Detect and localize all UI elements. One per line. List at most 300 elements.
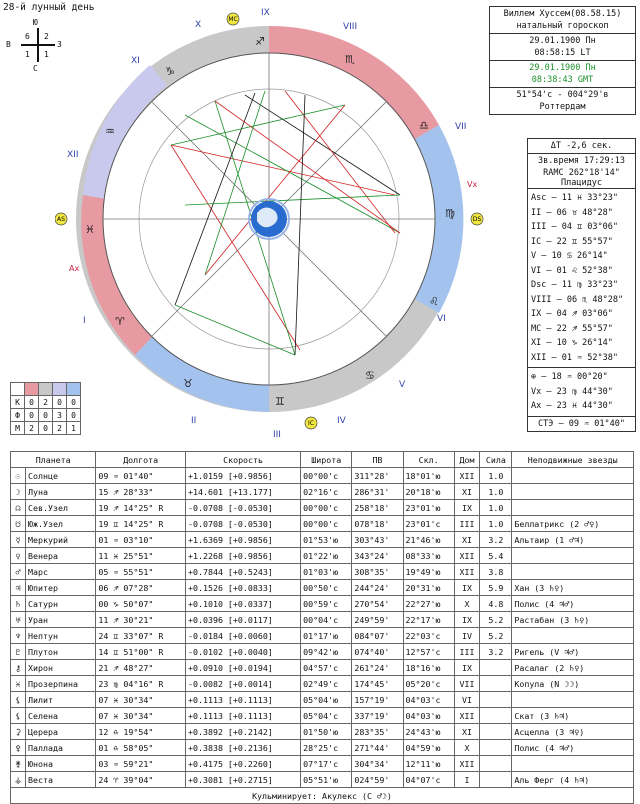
planet-longitude: 19 ♐ 14°25" R bbox=[96, 500, 186, 516]
planet-house: XI bbox=[454, 532, 480, 548]
planet-speed: +0.1113 [+0.1113] bbox=[185, 708, 300, 724]
ax-marker: Ax bbox=[69, 264, 80, 273]
planet-glyph: ⚳ bbox=[11, 724, 26, 740]
table-row bbox=[11, 468, 634, 484]
planet-name: Уран bbox=[26, 612, 96, 628]
planet-fixed-stars bbox=[512, 628, 634, 644]
planet-declination: 24°43'ю bbox=[403, 724, 454, 740]
planet-speed: +0.7844 [+0.5243] bbox=[185, 564, 300, 580]
col-fixed-stars: Неподвижные звезды bbox=[512, 452, 634, 468]
planet-declination: 05°20'с bbox=[403, 676, 454, 692]
planet-speed: +0.3838 [+0.2136] bbox=[185, 740, 300, 756]
house-cusps-panel bbox=[527, 138, 636, 432]
sign-aquarius: ♒ bbox=[105, 125, 115, 138]
planet-longitude: 19 ♊ 14°25" R bbox=[96, 516, 186, 532]
planet-fixed-stars: Альтаир (1 ♂♃) bbox=[512, 532, 634, 548]
planet-latitude: 01°17'ю bbox=[301, 628, 352, 644]
planet-power bbox=[480, 676, 512, 692]
col-power: Сила bbox=[480, 452, 512, 468]
sign-sagittarius: ♐ bbox=[255, 35, 265, 48]
chart-info-box bbox=[489, 6, 636, 115]
planet-house: VII bbox=[454, 676, 480, 692]
planet-speed: +0.0396 [+0.0117] bbox=[185, 612, 300, 628]
planet-speed: +0.3892 [+0.2142] bbox=[185, 724, 300, 740]
planet-declination: 12°57'с bbox=[403, 644, 454, 660]
planet-house: III bbox=[454, 516, 480, 532]
planet-speed: +0.0910 [+0.0194] bbox=[185, 660, 300, 676]
house-label-8: VIII bbox=[343, 22, 358, 32]
planet-speed: +0.1113 [+0.1113] bbox=[185, 692, 300, 708]
planet-longitude: 24 ♈ 39°04" bbox=[96, 772, 186, 788]
planet-pv: 084°07' bbox=[352, 628, 403, 644]
sign-cancer: ♋ bbox=[365, 369, 375, 382]
planet-name: Сатурн bbox=[26, 596, 96, 612]
planet-longitude: 15 ♐ 28°33" bbox=[96, 484, 186, 500]
planet-latitude: 01°22'ю bbox=[301, 548, 352, 564]
ic-marker: IC bbox=[308, 420, 314, 427]
house-cusp-row: IC – 22 ♊ 55°57" bbox=[531, 236, 613, 247]
table-row bbox=[11, 772, 634, 788]
planet-declination: 04°07'с bbox=[403, 772, 454, 788]
planet-declination: 21°46'ю bbox=[403, 532, 454, 548]
planet-house: XI bbox=[454, 484, 480, 500]
planet-speed: -0.0708 [-0.0530] bbox=[185, 500, 300, 516]
planet-house: XII bbox=[454, 708, 480, 724]
planet-declination: 23°01'с bbox=[403, 516, 454, 532]
elements-row bbox=[11, 409, 81, 422]
house-cusp-row: VI – 01 ♌ 52°38" bbox=[531, 265, 613, 276]
house-label-1: I bbox=[83, 316, 86, 326]
planet-house: I bbox=[454, 772, 480, 788]
planet-latitude: 00°00'с bbox=[301, 468, 352, 484]
planet-power: 5.2 bbox=[480, 628, 512, 644]
asc-marker: AS bbox=[57, 216, 65, 223]
col-planet: Планета bbox=[11, 452, 96, 468]
planet-latitude: 01°53'ю bbox=[301, 532, 352, 548]
planet-glyph: ♆ bbox=[11, 628, 26, 644]
planet-declination: 22°03'с bbox=[403, 628, 454, 644]
planet-name: Юнона bbox=[26, 756, 96, 772]
planet-longitude: 11 ♐ 30°21" bbox=[96, 612, 186, 628]
elements-cell: 2 bbox=[53, 422, 67, 435]
sign-aries: ♈ bbox=[115, 315, 125, 328]
planet-fixed-stars: Копула (N ☽☽) bbox=[512, 676, 634, 692]
planet-glyph: ♀ bbox=[11, 548, 26, 564]
planet-fixed-stars: Скат (3 ♄♃) bbox=[512, 708, 634, 724]
planet-name: Церера bbox=[26, 724, 96, 740]
planet-power: 5.4 bbox=[480, 548, 512, 564]
planet-declination: 22°17'ю bbox=[403, 612, 454, 628]
planet-name: Луна bbox=[26, 484, 96, 500]
elements-cell: 0 bbox=[25, 396, 39, 409]
planet-name: Нептун bbox=[26, 628, 96, 644]
planet-power bbox=[480, 708, 512, 724]
planet-longitude: 12 ♎ 19°54" bbox=[96, 724, 186, 740]
table-row bbox=[11, 676, 634, 692]
planet-pv: 270°54' bbox=[352, 596, 403, 612]
table-row bbox=[11, 484, 634, 500]
table-row bbox=[11, 500, 634, 516]
cte-value: СТЭ – 09 ♒ 01°40" bbox=[528, 416, 635, 431]
planet-declination: 04°59'ю bbox=[403, 740, 454, 756]
planet-power: 1.0 bbox=[480, 500, 512, 516]
compass-q-bl: 1 bbox=[25, 50, 30, 59]
planet-latitude: 01°03'ю bbox=[301, 564, 352, 580]
natal-chart-wheel bbox=[55, 5, 495, 445]
table-row bbox=[11, 740, 634, 756]
planet-house: XII bbox=[454, 564, 480, 580]
planet-latitude: 00°04'с bbox=[301, 612, 352, 628]
elements-grid bbox=[10, 382, 81, 435]
planets-table bbox=[10, 451, 634, 804]
house-label-9: IX bbox=[261, 8, 270, 18]
planet-glyph: ♅ bbox=[11, 612, 26, 628]
compass-right: З bbox=[57, 40, 62, 49]
planet-house: XII bbox=[454, 468, 480, 484]
house-cusp-row: Dsc – 11 ♍ 33°23" bbox=[531, 280, 618, 290]
planet-fixed-stars: Аль Ферг (4 ♄♃) bbox=[512, 772, 634, 788]
sign-taurus: ♉ bbox=[183, 377, 193, 390]
table-row bbox=[11, 628, 634, 644]
elements-cell: 2 bbox=[25, 422, 39, 435]
planet-latitude: 00°59'с bbox=[301, 596, 352, 612]
elem-header-fire bbox=[25, 383, 39, 396]
planet-fixed-stars: Беллатрикс (2 ♂♀) bbox=[512, 516, 634, 532]
planet-power bbox=[480, 740, 512, 756]
planet-power: 5.9 bbox=[480, 580, 512, 596]
planet-longitude: 03 ♒ 59°21" bbox=[96, 756, 186, 772]
planet-speed: +0.3081 [+0.2715] bbox=[185, 772, 300, 788]
planet-pv: 271°44' bbox=[352, 740, 403, 756]
local-date: 29.01.1900 Пн bbox=[490, 33, 635, 48]
planet-latitude: 28°25'с bbox=[301, 740, 352, 756]
planet-house: XII bbox=[454, 548, 480, 564]
planet-power: 3.2 bbox=[480, 532, 512, 548]
house-label-4: IV bbox=[337, 416, 346, 426]
sign-leo: ♌ bbox=[429, 295, 439, 308]
house-label-2: II bbox=[191, 416, 197, 426]
compass-widget bbox=[4, 18, 62, 76]
table-row bbox=[11, 692, 634, 708]
planet-longitude: 05 ♒ 55°51" bbox=[96, 564, 186, 580]
col-speed: Скорость bbox=[185, 452, 300, 468]
planet-power bbox=[480, 772, 512, 788]
sign-virgo: ♍ bbox=[445, 207, 455, 220]
planet-name: Хирон bbox=[26, 660, 96, 676]
mc-marker: MC bbox=[228, 16, 238, 23]
planet-name: Селена bbox=[26, 708, 96, 724]
dsc-marker: DS bbox=[472, 216, 482, 223]
elements-cell: 0 bbox=[39, 409, 53, 422]
house-cusp-row: III – 04 ♊ 03°06" bbox=[531, 222, 618, 232]
planet-pv: 283°35' bbox=[352, 724, 403, 740]
house-label-7: VII bbox=[455, 122, 467, 132]
planet-longitude: 14 ♊ 51°00" R bbox=[96, 644, 186, 660]
planet-fixed-stars bbox=[512, 468, 634, 484]
table-row bbox=[11, 644, 634, 660]
planet-power bbox=[480, 660, 512, 676]
planet-power: 1.0 bbox=[480, 484, 512, 500]
gmt-time: 08:38:43 GMT bbox=[531, 75, 594, 85]
house-label-6: VI bbox=[437, 314, 446, 324]
house-cusp-row: V – 10 ♋ 26°14" bbox=[531, 251, 608, 261]
planet-longitude: 07 ♓ 30°34" bbox=[96, 692, 186, 708]
planet-pv: 261°24' bbox=[352, 660, 403, 676]
planet-glyph: ⚵ bbox=[11, 756, 26, 772]
planet-fixed-stars bbox=[512, 484, 634, 500]
planet-declination: 22°27'ю bbox=[403, 596, 454, 612]
planet-glyph: ⚴ bbox=[11, 740, 26, 756]
planet-speed: +1.6369 [+0.9856] bbox=[185, 532, 300, 548]
house-cusp-row: Asc – 11 ♓ 33°23" bbox=[531, 193, 618, 203]
planet-power bbox=[480, 724, 512, 740]
planet-declination: 20°31'ю bbox=[403, 580, 454, 596]
house-label-5: V bbox=[399, 380, 406, 390]
elements-cell: 0 bbox=[53, 396, 67, 409]
planet-name: Венера bbox=[26, 548, 96, 564]
ramc: RAMC 262°18'14" bbox=[543, 168, 620, 178]
planet-speed: +0.4175 [+0.2260] bbox=[185, 756, 300, 772]
planet-power: 3.2 bbox=[480, 644, 512, 660]
planet-latitude: 00°00'с bbox=[301, 500, 352, 516]
planet-longitude: 00 ♑ 50°07" bbox=[96, 596, 186, 612]
planet-name: Сев.Узел bbox=[26, 500, 96, 516]
planet-name: Юпитер bbox=[26, 580, 96, 596]
planet-glyph: ☋ bbox=[11, 516, 26, 532]
planet-fixed-stars bbox=[512, 548, 634, 564]
planet-glyph: ⚸ bbox=[11, 692, 26, 708]
planet-house: X bbox=[454, 740, 480, 756]
planet-glyph: ☿ bbox=[11, 532, 26, 548]
planet-pv: 343°24' bbox=[352, 548, 403, 564]
compass-bottom: С bbox=[33, 64, 38, 73]
planet-pv: 074°40' bbox=[352, 644, 403, 660]
planet-speed: -0.0708 [-0.0530] bbox=[185, 516, 300, 532]
elements-cell: 2 bbox=[39, 396, 53, 409]
planet-power: 1.0 bbox=[480, 516, 512, 532]
sign-scorpio: ♏ bbox=[345, 53, 355, 66]
elements-row-label: К bbox=[11, 396, 25, 409]
local-time: 08:58:15 LT bbox=[534, 48, 591, 58]
planet-pv: 157°19' bbox=[352, 692, 403, 708]
points-list bbox=[528, 367, 635, 416]
house-cusp-row: VIII – 06 ♏ 48°28" bbox=[531, 294, 624, 305]
planet-declination: 04°03'с bbox=[403, 692, 454, 708]
planet-house: IV bbox=[454, 628, 480, 644]
elem-header-blank bbox=[11, 383, 25, 396]
planet-longitude: 07 ♓ 30°34" bbox=[96, 708, 186, 724]
table-row bbox=[11, 580, 634, 596]
elem-header-air bbox=[53, 383, 67, 396]
vx-marker: Vx bbox=[467, 180, 478, 189]
planet-glyph: ⚷ bbox=[11, 660, 26, 676]
planet-latitude: 00°50'с bbox=[301, 580, 352, 596]
planet-name: Меркурий bbox=[26, 532, 96, 548]
planet-name: Солнце bbox=[26, 468, 96, 484]
chart-type: натальный гороскоп bbox=[516, 21, 609, 31]
planet-longitude: 06 ♐ 07°28" bbox=[96, 580, 186, 596]
cusp-list bbox=[528, 188, 635, 367]
elements-row-label: Ф bbox=[11, 409, 25, 422]
table-row bbox=[11, 612, 634, 628]
planet-latitude: 02°16'с bbox=[301, 484, 352, 500]
house-label-11: XI bbox=[131, 56, 140, 66]
col-pv: ПВ bbox=[352, 452, 403, 468]
planet-glyph: ☉ bbox=[11, 468, 26, 484]
planet-house: III bbox=[454, 644, 480, 660]
planet-fixed-stars bbox=[512, 500, 634, 516]
planet-latitude: 05°04'с bbox=[301, 708, 352, 724]
planet-house: XII bbox=[454, 756, 480, 772]
elements-row bbox=[11, 396, 81, 409]
sign-gemini: ♊ bbox=[275, 395, 285, 408]
house-cusp-row: XII – 01 ♒ 52°38" bbox=[531, 352, 618, 363]
planet-house: XI bbox=[454, 724, 480, 740]
planet-fixed-stars: Полис (4 ♃♂) bbox=[512, 740, 634, 756]
planet-power bbox=[480, 692, 512, 708]
delta-t: ΔT -2,6 сек. bbox=[550, 141, 613, 151]
planet-power: 1.0 bbox=[480, 468, 512, 484]
planet-house: IX bbox=[454, 500, 480, 516]
sign-capricorn: ♑ bbox=[165, 65, 175, 78]
house-label-3: III bbox=[273, 430, 281, 440]
col-latitude: Широта bbox=[301, 452, 352, 468]
planet-power bbox=[480, 756, 512, 772]
planet-name: Юж.Узел bbox=[26, 516, 96, 532]
table-row bbox=[11, 564, 634, 580]
planet-speed: +1.0159 [+0.9856] bbox=[185, 468, 300, 484]
planet-longitude: 01 ♎ 58°05" bbox=[96, 740, 186, 756]
planet-house: VI bbox=[454, 692, 480, 708]
elements-row bbox=[11, 422, 81, 435]
planet-latitude: 09°42'ю bbox=[301, 644, 352, 660]
elements-row-label: М bbox=[11, 422, 25, 435]
elem-header-earth bbox=[39, 383, 53, 396]
planet-pv: 258°18' bbox=[352, 500, 403, 516]
planet-speed: +1.2268 [+0.9856] bbox=[185, 548, 300, 564]
planet-glyph: ♓ bbox=[11, 676, 26, 692]
coordinates: 51°54'с - 004°29'в bbox=[490, 87, 635, 102]
planet-fixed-stars bbox=[512, 692, 634, 708]
planet-pv: 024°59' bbox=[352, 772, 403, 788]
planet-power: 4.8 bbox=[480, 596, 512, 612]
planet-speed: +0.1526 [+0.0833] bbox=[185, 580, 300, 596]
planet-longitude: 24 ♊ 33°07" R bbox=[96, 628, 186, 644]
compass-left: В bbox=[6, 40, 11, 49]
compass-q-tr: 2 bbox=[44, 32, 49, 41]
house-label-10: X bbox=[195, 20, 202, 30]
planet-pv: 249°59' bbox=[352, 612, 403, 628]
house-cusp-row: XI – 10 ♑ 26°14" bbox=[531, 338, 613, 348]
planet-fixed-stars bbox=[512, 756, 634, 772]
planet-power: 3.8 bbox=[480, 564, 512, 580]
planet-latitude: 00°00'с bbox=[301, 516, 352, 532]
planet-fixed-stars: Растабан (3 ♄♀) bbox=[512, 612, 634, 628]
planet-longitude: 09 ♒ 01°40" bbox=[96, 468, 186, 484]
planet-name: Плутон bbox=[26, 644, 96, 660]
lunar-day-label: 28-й лунный день bbox=[3, 2, 95, 13]
planet-house: IX bbox=[454, 612, 480, 628]
planet-fixed-stars: Ригель (V ♃♂) bbox=[512, 644, 634, 660]
planet-latitude: 05°04'ю bbox=[301, 692, 352, 708]
planet-longitude: 23 ♍ 04°16" R bbox=[96, 676, 186, 692]
planet-longitude: 21 ♐ 48°27" bbox=[96, 660, 186, 676]
planet-name: Лилит bbox=[26, 692, 96, 708]
house-cusp-row: II – 06 ♉ 48°28" bbox=[531, 207, 613, 218]
elements-cell: 3 bbox=[53, 409, 67, 422]
planet-latitude: 07°17'с bbox=[301, 756, 352, 772]
planet-declination: 04°03'ю bbox=[403, 708, 454, 724]
person-name: Виллем Хуссем(08.58.15) bbox=[503, 9, 622, 19]
planet-fixed-stars: Расалаг (2 ♄♀) bbox=[512, 660, 634, 676]
planet-glyph: ☊ bbox=[11, 500, 26, 516]
planet-glyph: ♄ bbox=[11, 596, 26, 612]
chart-point-row: Ax – 23 ♓ 44°30" bbox=[531, 401, 613, 411]
table-row bbox=[11, 548, 634, 564]
table-row bbox=[11, 596, 634, 612]
elements-cell: 0 bbox=[39, 422, 53, 435]
planet-pv: 174°45' bbox=[352, 676, 403, 692]
planet-glyph: ♇ bbox=[11, 644, 26, 660]
gmt-date: 29.01.1900 Пн bbox=[490, 60, 635, 75]
planet-longitude: 01 ♒ 03°10" bbox=[96, 532, 186, 548]
planet-speed: -0.0082 [+0.0014] bbox=[185, 676, 300, 692]
compass-q-tl: 6 bbox=[25, 32, 30, 41]
planet-speed: -0.0102 [+0.0040] bbox=[185, 644, 300, 660]
planet-pv: 303°43' bbox=[352, 532, 403, 548]
culmination-footer: Кульминирует: Акулекс (С ♂☽) bbox=[11, 788, 634, 804]
table-row bbox=[11, 516, 634, 532]
planet-name: Марс bbox=[26, 564, 96, 580]
planet-latitude: 04°57'с bbox=[301, 660, 352, 676]
house-label-12: XII bbox=[67, 150, 79, 160]
planet-declination: 19°49'ю bbox=[403, 564, 454, 580]
col-house: Дом bbox=[454, 452, 480, 468]
compass-top: Ю bbox=[33, 18, 38, 27]
house-system: Плацидус bbox=[561, 178, 602, 188]
planet-glyph: ☽ bbox=[11, 484, 26, 500]
chart-point-row: Vx – 23 ♍ 44°30" bbox=[531, 386, 613, 397]
planet-pv: 308°35' bbox=[352, 564, 403, 580]
sign-pisces: ♓ bbox=[85, 223, 95, 236]
planet-house: IX bbox=[454, 580, 480, 596]
planet-speed: +14.601 [+13.177] bbox=[185, 484, 300, 500]
planet-pv: 304°34' bbox=[352, 756, 403, 772]
planet-pv: 337°19' bbox=[352, 708, 403, 724]
elements-cell: 0 bbox=[25, 409, 39, 422]
planet-glyph: ⚶ bbox=[11, 772, 26, 788]
elements-cell: 1 bbox=[67, 422, 81, 435]
planet-glyph: ♂ bbox=[11, 564, 26, 580]
planet-declination: 18°16'ю bbox=[403, 660, 454, 676]
planet-glyph: ♃ bbox=[11, 580, 26, 596]
planet-house: X bbox=[454, 596, 480, 612]
house-cusp-row: MC – 22 ♐ 55°57" bbox=[531, 323, 613, 334]
planet-house: IX bbox=[454, 660, 480, 676]
chart-point-row: ⊕ – 18 ♒ 00°20" bbox=[531, 372, 608, 382]
planet-fixed-stars bbox=[512, 564, 634, 580]
planet-pv: 311°28' bbox=[352, 468, 403, 484]
planet-declination: 18°01'ю bbox=[403, 468, 454, 484]
table-row bbox=[11, 532, 634, 548]
planet-declination: 20°18'ю bbox=[403, 484, 454, 500]
planet-longitude: 11 ♓ 25°51" bbox=[96, 548, 186, 564]
planet-glyph: ⚸ bbox=[11, 708, 26, 724]
table-row bbox=[11, 708, 634, 724]
planet-fixed-stars: Хан (3 ♄♀) bbox=[512, 580, 634, 596]
planet-power: 5.2 bbox=[480, 612, 512, 628]
planet-name: Паллада bbox=[26, 740, 96, 756]
